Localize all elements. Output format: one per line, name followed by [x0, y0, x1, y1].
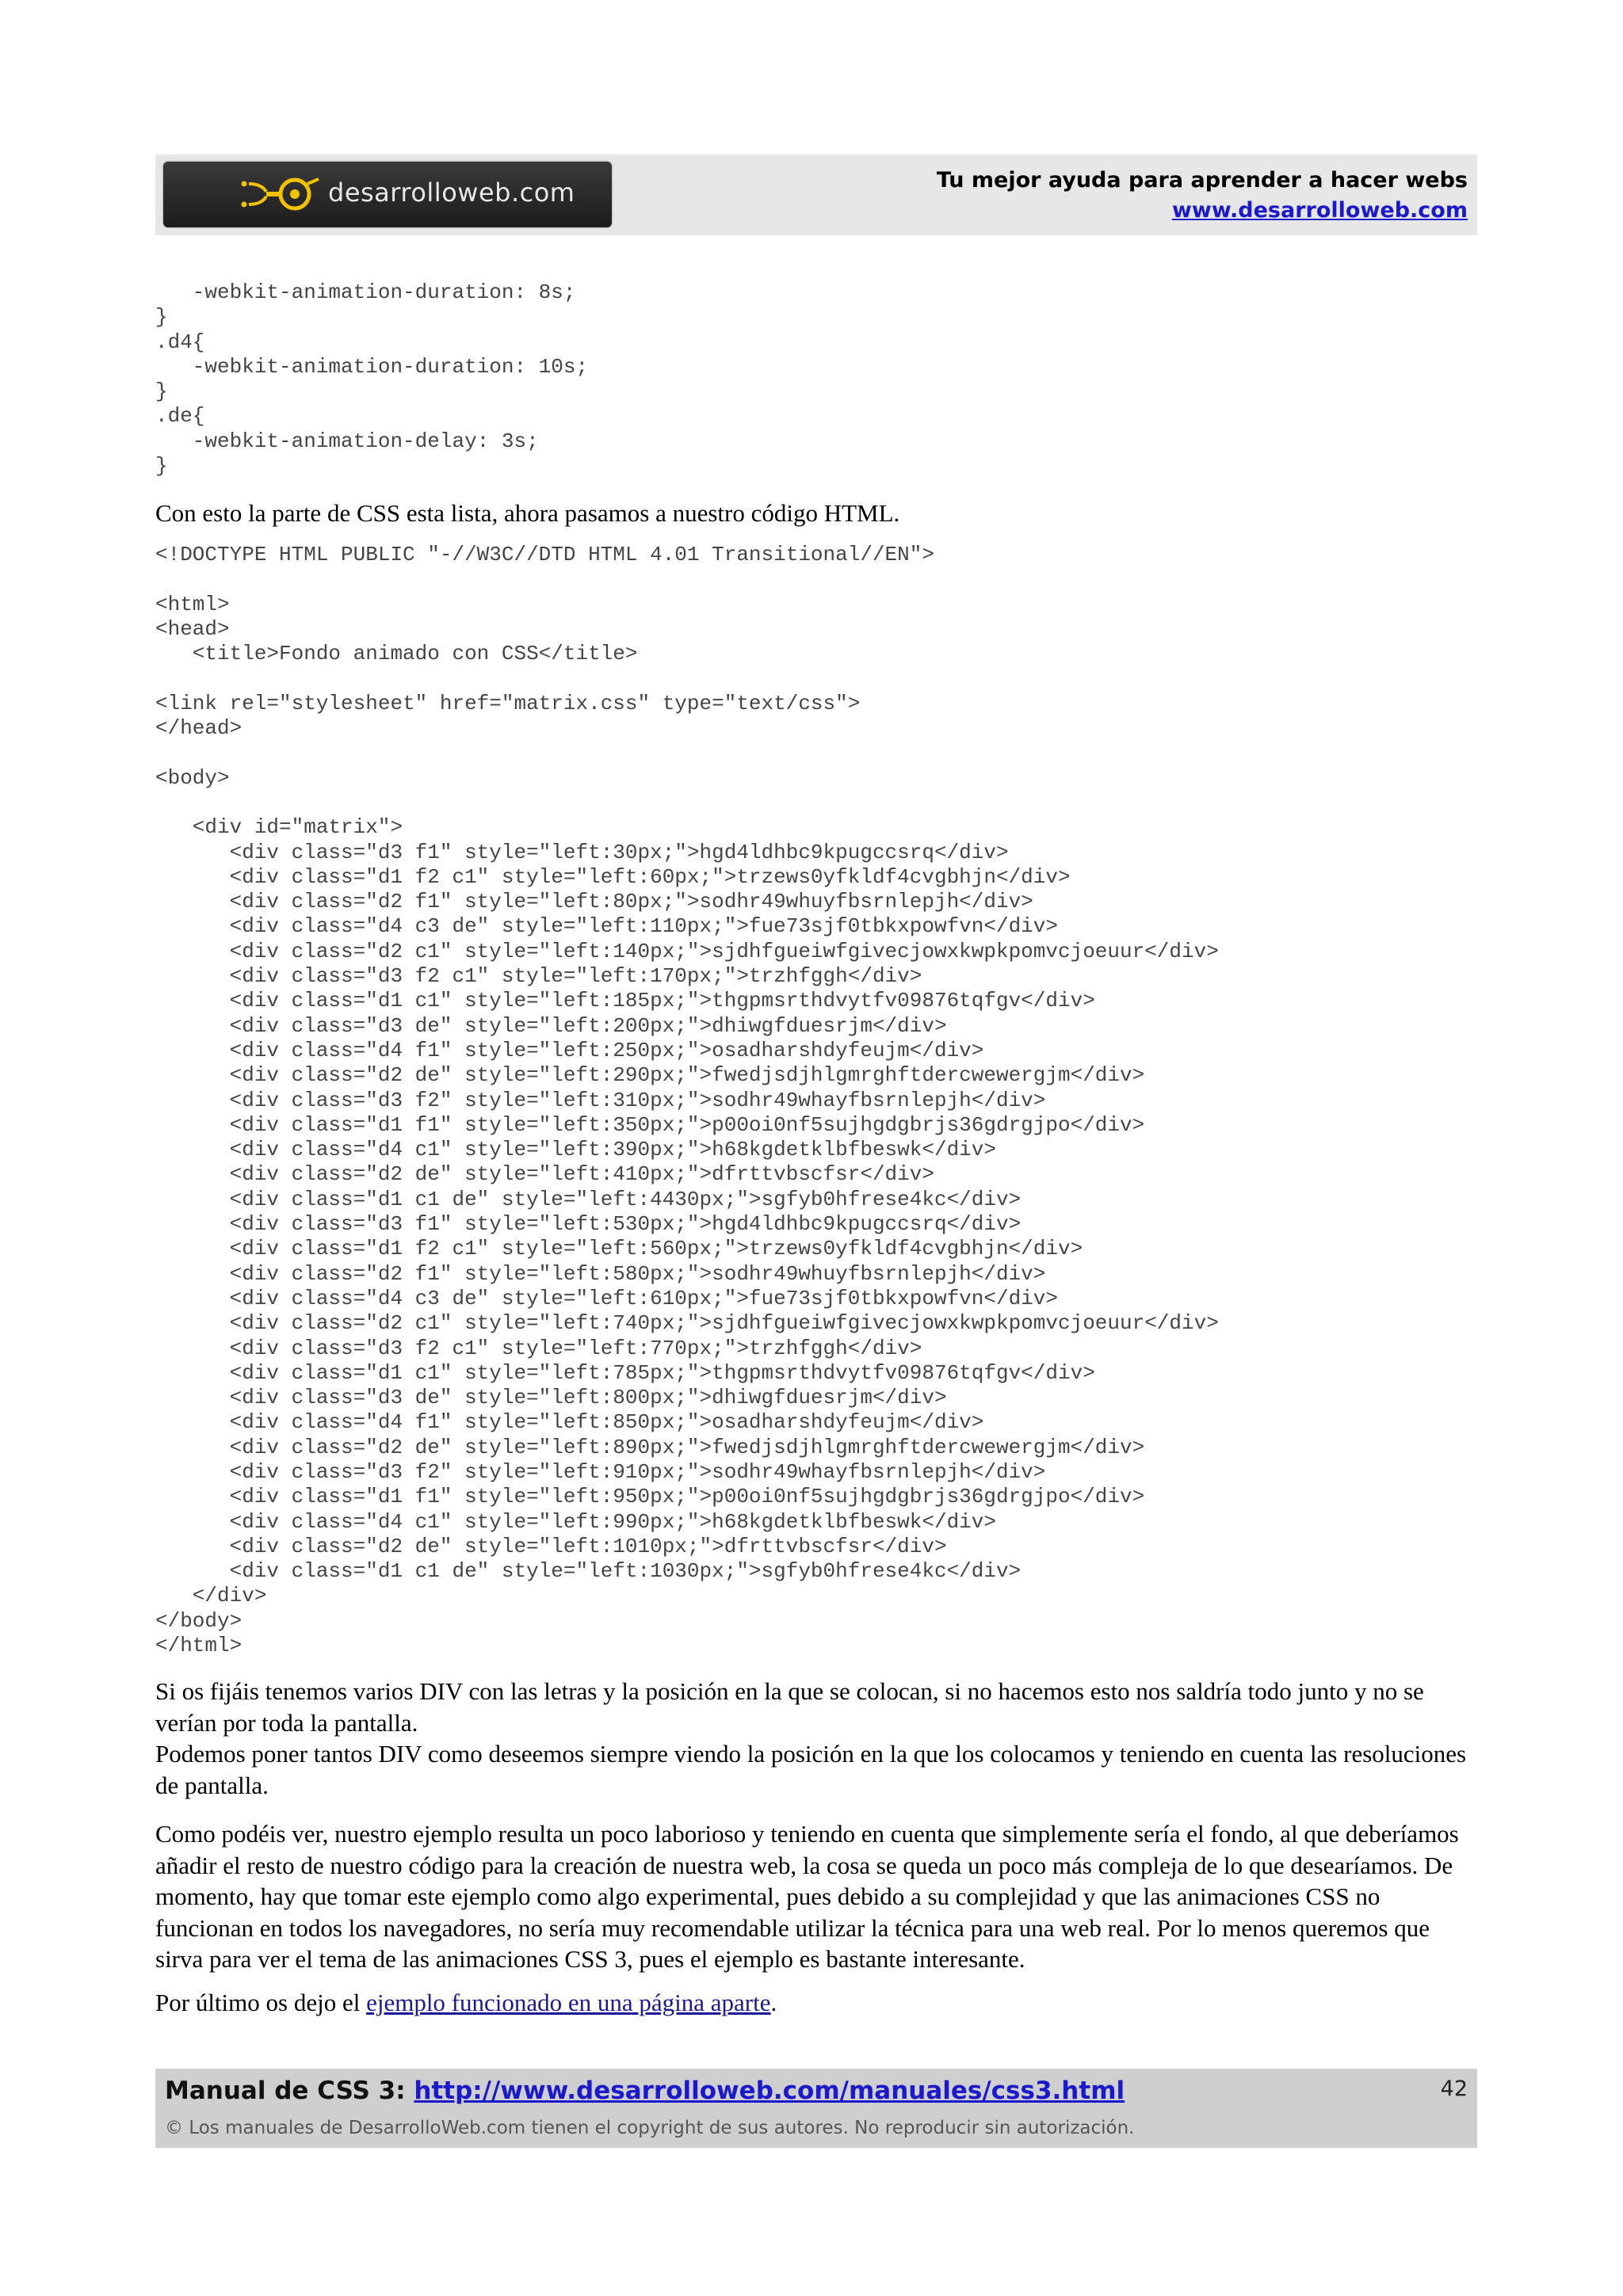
code-line: </body> [155, 1608, 242, 1633]
code-line: <!DOCTYPE HTML PUBLIC "-//W3C//DTD HTML 4.01 Transitional//EN"> [155, 543, 934, 566]
code-line: </div> [155, 1584, 267, 1608]
code-line: <div class="d1 c1" style="left:185px;">thgpmsrthdvytfv09876tqfgv</div> [155, 989, 1095, 1013]
code-line: } [155, 454, 168, 479]
code-line: -webkit-animation-duration: 8s; [155, 280, 576, 304]
code-line: <div class="d2 de" style="left:410px;">dfrttvbscfsr</div> [155, 1162, 934, 1187]
code-line: <div class="d1 f2 c1" style="left:60px;">trzews0yfkldf4cvgbhjn</div> [155, 864, 1071, 889]
code-line [155, 567, 1219, 592]
divs-paragraph [155, 1676, 1480, 1801]
code-line: <title>Fondo animado con CSS</title> [155, 642, 638, 666]
divs-paragraph-line-2: Podemos poner tantos DIV como deseemos siempre viendo la posición en la que los colocamos y teniendo en cuenta las resoluciones de pantalla. [155, 1740, 1467, 1799]
code-line: } [155, 379, 168, 404]
code-line: <div class="d2 de" style="left:890px;">fwedjsdjhlgmrghftdercwewergjm</div> [155, 1435, 1145, 1459]
logo-mark-icon [239, 176, 327, 212]
code-line: -webkit-animation-duration: 10s; [155, 354, 589, 379]
example-page-link[interactable]: ejemplo funcionado en una página aparte [366, 1989, 771, 2016]
code-line [155, 666, 1219, 691]
code-line [155, 791, 1219, 815]
code-line: <div class="d3 f1" style="left:530px;">hgd4ldhbc9kpugccsrq</div> [155, 1212, 1022, 1237]
footer-manual-url-link[interactable]: http://www.desarrolloweb.com/manuales/css3.html [414, 2077, 1125, 2105]
footer-manual-line [165, 2077, 1125, 2105]
code-line: <div class="d4 c3 de" style="left:610px;">fue73sjf0tbkxpowfvn</div> [155, 1286, 1058, 1310]
code-line: <div class="d3 f2 c1" style="left:770px;">trzhfggh</div> [155, 1336, 922, 1360]
page-footer [155, 2069, 1477, 2148]
code-line: <div class="d3 f1" style="left:30px;">hgd4ldhbc9kpugccsrq</div> [155, 840, 1009, 864]
code-line: <div class="d4 c3 de" style="left:110px;">fue73sjf0tbkxpowfvn</div> [155, 914, 1058, 939]
code-line: <div class="d4 f1" style="left:850px;">osadharshdyfeujm</div> [155, 1410, 984, 1435]
code-line: <div class="d3 f2" style="left:310px;">sodhr49whayfbsrnlepjh</div> [155, 1088, 1046, 1112]
code-line: <div class="d1 f1" style="left:350px;">p00oi0nf5sujhgdgbrjs36gdrgjpo</div> [155, 1112, 1145, 1137]
code-line: -webkit-animation-delay: 3s; [155, 429, 539, 453]
code-line: <div class="d2 c1" style="left:140px;">sjdhfgueiwfgivecjowxkwpkpomvcjoeuur</div> [155, 939, 1219, 963]
code-line: <div class="d4 f1" style="left:250px;">osadharshdyfeujm</div> [155, 1038, 984, 1062]
final-paragraph-suffix: . [770, 1989, 777, 2016]
code-line: </head> [155, 716, 242, 741]
code-line: .de{ [155, 404, 205, 429]
intro-paragraph: Con esto la parte de CSS esta lista, ahora pasamos a nuestro código HTML. [155, 499, 900, 527]
css-code-block [155, 280, 588, 479]
code-line [155, 741, 1219, 765]
code-line: <div class="d3 de" style="left:200px;">dhiwgfduesrjm</div> [155, 1013, 947, 1038]
code-line: <div class="d1 f1" style="left:950px;">p00oi0nf5sujhgdgbrjs36gdrgjpo</div> [155, 1485, 1145, 1509]
code-line: <div class="d4 c1" style="left:390px;">h68kgdetklbfbeswk</div> [155, 1138, 996, 1162]
code-line: } [155, 305, 168, 330]
code-line: <link rel="stylesheet" href="matrix.css" type="text/css"> [155, 691, 861, 715]
code-line: <div class="d1 f2 c1" style="left:560px;">trzews0yfkldf4cvgbhjn</div> [155, 1237, 1083, 1261]
code-line: <div class="d2 de" style="left:290px;">fwedjsdjhlgmrghftdercwewergjm</div> [155, 1063, 1145, 1088]
page-number: 42 [1440, 2077, 1468, 2101]
code-line: <div class="d2 f1" style="left:580px;">sodhr49whuyfbsrnlepjh</div> [155, 1261, 1046, 1286]
code-line: <div class="d4 c1" style="left:990px;">h68kgdetklbfbeswk</div> [155, 1509, 996, 1534]
code-line: <div class="d2 de" style="left:1010px;">dfrttvbscfsr</div> [155, 1534, 947, 1558]
footer-manual-label: Manual de CSS 3: [165, 2077, 414, 2105]
code-line: <div class="d3 de" style="left:800px;">dhiwgfduesrjm</div> [155, 1386, 947, 1410]
code-line: <body> [155, 765, 230, 790]
site-logo[interactable] [163, 162, 612, 227]
example-paragraph: Como podéis ver, nuestro ejemplo resulta un poco laborioso y teniendo en cuenta que simplemente sería el fondo, al que deberíamos añadir el resto de nuestro código para la creación de nuestra web, la cosa se queda un poco más compleja de lo que desearíamos. De momento, hay que tomar este ejemplo como algo experimental, pues debido a su complejidad y que las animaciones CSS no funcionan en todos los navegadores, no sería muy recomendable utilizar la técnica para una web real. Por lo menos queremos que sirva para ver el tema de las animaciones CSS 3, pues el ejemplo es bastante interesante. [155, 1820, 1459, 1973]
code-line: <div class="d1 c1 de" style="left:4430px;">sgfyb0hfrese4kc</div> [155, 1187, 1022, 1211]
code-line: <html> [155, 592, 230, 616]
code-line: .d4{ [155, 330, 205, 354]
code-line: <div class="d2 f1" style="left:80px;">sodhr49whuyfbsrnlepjh</div> [155, 890, 1033, 914]
html-code-block [155, 543, 1219, 1658]
code-line: <div class="d1 c1" style="left:785px;">thgpmsrthdvytfv09876tqfgv</div> [155, 1360, 1095, 1385]
final-paragraph [155, 1987, 1480, 2019]
code-line: <div class="d1 c1 de" style="left:1030px;">sgfyb0hfrese4kc</div> [155, 1559, 1022, 1584]
site-url-link[interactable]: www.desarrolloweb.com [1171, 198, 1468, 223]
code-line: <div class="d2 c1" style="left:740px;">sjdhfgueiwfgivecjowxkwpkpomvcjoeuur</div> [155, 1311, 1219, 1336]
header-tagline [937, 166, 1468, 226]
page-header [155, 154, 1477, 235]
code-line: <div class="d3 f2" style="left:910px;">sodhr49whayfbsrnlepjh</div> [155, 1459, 1046, 1484]
code-line: <div id="matrix"> [155, 815, 403, 840]
code-line: <div class="d3 f2 c1" style="left:170px;">trzhfggh</div> [155, 964, 922, 989]
tagline-text: Tu mejor ayuda para aprender a hacer webs [936, 168, 1468, 193]
code-line: </html> [155, 1634, 242, 1658]
divs-paragraph-line-1: Si os fijáis tenemos varios DIV con las letras y la posición en la que se colocan, si no hacemos esto nos saldría todo junto y no se verían por toda la pantalla. [155, 1677, 1424, 1737]
footer-copyright: © Los manuales de DesarrolloWeb.com tienen el copyright de sus autores. No reproducir sin autorización. [165, 2118, 1135, 2138]
logo-text: desarrolloweb.com [328, 177, 575, 208]
final-paragraph-prefix: Por último os dejo el [155, 1989, 367, 2016]
code-line: <head> [155, 616, 230, 641]
